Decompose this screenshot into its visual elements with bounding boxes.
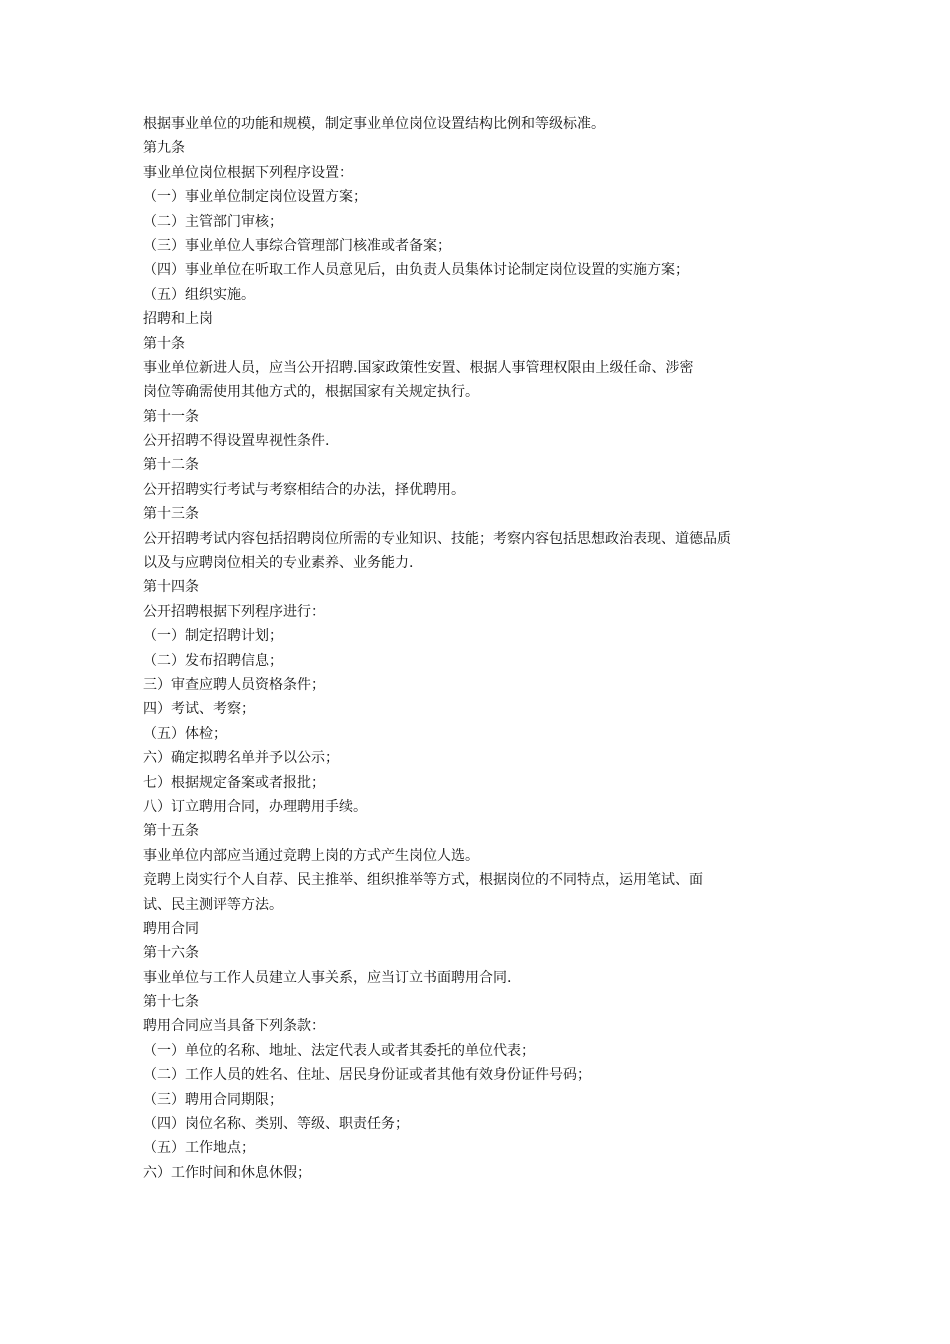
- text-line: 第十七条: [143, 994, 199, 1011]
- text-line: 根据事业单位的功能和规模，制定事业单位岗位设置结构比例和等级标准。: [143, 116, 605, 132]
- text-line: 三）审查应聘人员资格条件；: [143, 676, 325, 693]
- text-line: （五）组织实施。: [143, 286, 255, 303]
- text-line: （一）事业单位制定岗位设置方案；: [143, 189, 367, 206]
- text-line: 聘用合同: [143, 920, 199, 937]
- text-line: 试、民主测评等方法。: [143, 896, 283, 913]
- text-line: 四）考试、考察；: [143, 701, 255, 718]
- text-line: 七）根据规定备案或者报批；: [143, 774, 325, 791]
- text-line: 事业单位内部应当通过竞聘上岗的方式产生岗位人选。: [143, 847, 479, 864]
- text-line: （三）事业单位人事综合管理部门核准或者备案；: [143, 237, 451, 254]
- text-line: 第十条: [143, 335, 185, 352]
- text-line: 第十二条: [143, 457, 199, 474]
- text-line: 六）确定拟聘名单并予以公示；: [143, 750, 339, 767]
- text-line: （四）岗位名称、类别、等级、职责任务；: [143, 1116, 409, 1133]
- text-line: 聘用合同应当具备下列条款：: [143, 1018, 325, 1035]
- text-line: 事业单位新进人员，应当公开招聘.国家政策性安置、根据人事管理权限由上级任命、涉密: [143, 359, 694, 376]
- text-line: 六）工作时间和休息休假；: [143, 1164, 311, 1181]
- text-line: 以及与应聘岗位相关的专业素养、业务能力.: [143, 555, 414, 572]
- text-line: （二）主管部门审核；: [143, 213, 283, 230]
- text-line: 事业单位与工作人员建立人事关系，应当订立书面聘用合同.: [143, 969, 512, 986]
- text-line: 公开招聘不得设置卑视性条件.: [143, 433, 330, 450]
- text-line: （三）聘用合同期限；: [143, 1091, 283, 1108]
- text-line: 第十六条: [143, 945, 199, 962]
- text-line: 竞聘上岗实行个人自荐、民主推举、组织推举等方式，根据岗位的不同特点，运用笔试、面: [143, 872, 703, 889]
- text-line: 招聘和上岗: [143, 311, 213, 328]
- text-line: 第十五条: [143, 823, 199, 840]
- document-body: [143, 112, 823, 1185]
- text-line: 八）订立聘用合同，办理聘用手续。: [143, 798, 367, 815]
- text-line: 公开招聘实行考试与考察相结合的办法，择优聘用。: [143, 481, 465, 498]
- text-line: （五）工作地点；: [143, 1140, 255, 1157]
- text-line: （五）体检；: [143, 725, 227, 742]
- text-line: 第十四条: [143, 579, 199, 596]
- text-line: 岗位等确需使用其他方式的，根据国家有关规定执行。: [143, 384, 479, 401]
- text-line: （四）事业单位在听取工作人员意见后，由负责人员集体讨论制定岗位设置的实施方案；: [143, 262, 689, 279]
- text-line: 事业单位岗位根据下列程序设置：: [143, 164, 353, 181]
- text-line: 公开招聘考试内容包括招聘岗位所需的专业知识、技能；考察内容包括思想政治表现、道德品质: [143, 530, 731, 547]
- text-line: （二）工作人员的姓名、住址、居民身份证或者其他有效身份证件号码；: [143, 1067, 591, 1084]
- text-line: 第十一条: [143, 408, 199, 425]
- text-line: 第十三条: [143, 506, 199, 523]
- text-line: （一）单位的名称、地址、法定代表人或者其委托的单位代表；: [143, 1042, 535, 1059]
- text-line: 公开招聘根据下列程序进行：: [143, 603, 325, 620]
- text-line: （二）发布招聘信息；: [143, 652, 283, 669]
- text-line: （一）制定招聘计划；: [143, 628, 283, 645]
- text-line: 第九条: [143, 140, 185, 157]
